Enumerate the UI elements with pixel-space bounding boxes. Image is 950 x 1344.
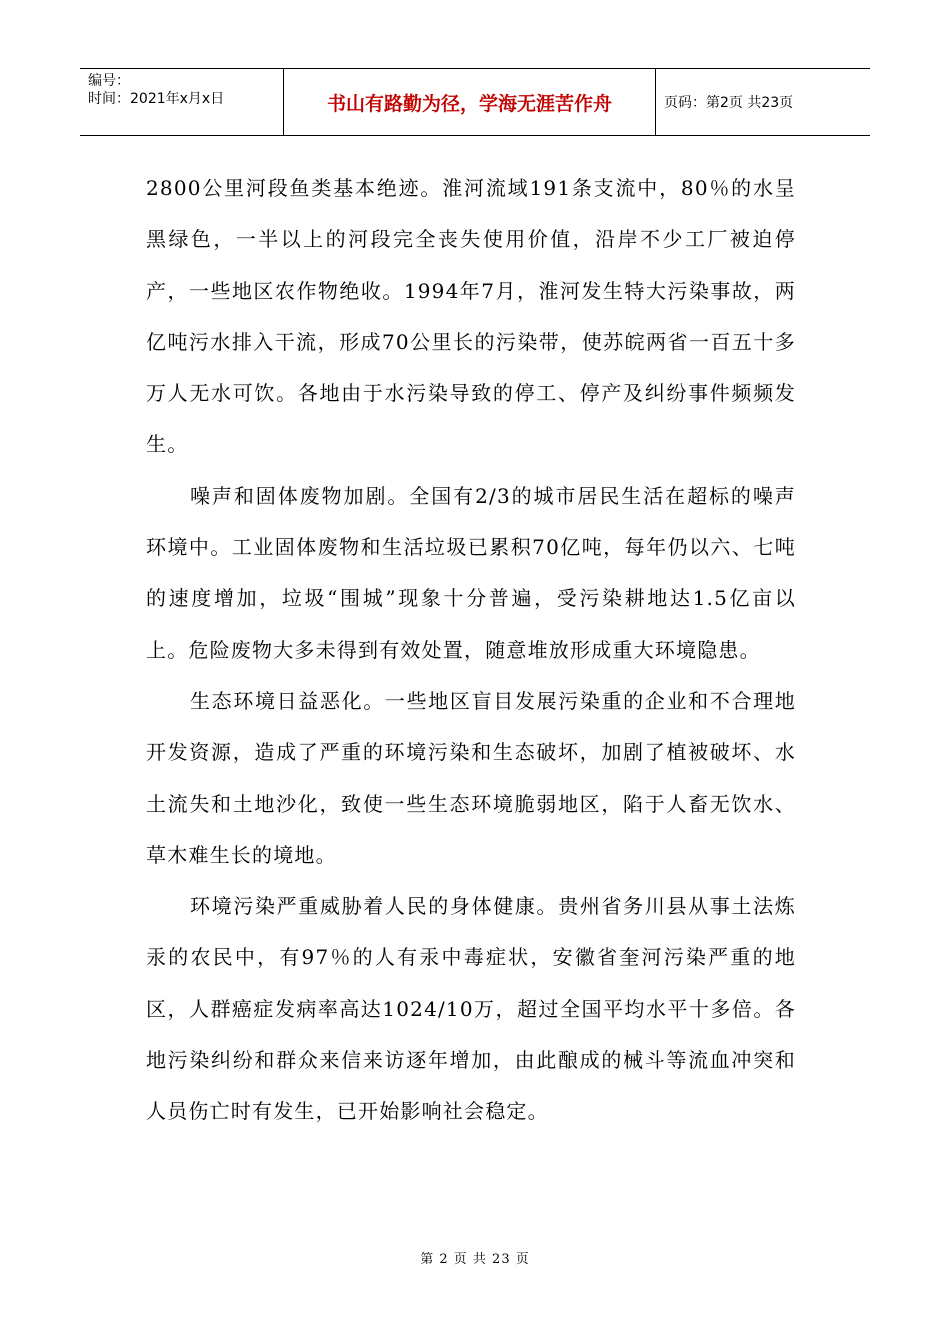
page-footer: 第 2 页 共 23 页 [420,1252,530,1267]
header-motto: 书山有路勤为径，学海无涯苦作舟 [283,69,656,135]
paragraph-ecology: 生态环境日益恶化。一些地区盲目发展污染重的企业和不合理地开发资源，造成了严重的环境污染和生态破坏，加剧了植被破坏、水土流失和土地沙化，致使一些生态环境脆弱地区，陷于人畜无饮水、草木难生长的境地。 [146,688,796,867]
header-page-info: 页码：第2页 共23页 [664,95,794,111]
document-body [146,163,796,1138]
document-number-label: 编号： [88,73,130,89]
paragraph-continued: 2800公里河段鱼类基本绝迹。淮河流域191条支流中，80％的水呈黑绿色，一半以上的河段完全丧失使用价值，沿岸不少工厂被迫停产，一些地区农作物绝收。1994年7月，淮河发生特大污染事故，两亿吨污水排入干流，形成70公里长的污染带，使苏皖两省一百五十多万人无水可饮。各地由于水污染导致的停工、停产及纠纷事件频频发生。 [146,176,796,457]
paragraph-noise-waste: 噪声和固体废物加剧。全国有2/3的城市居民生活在超标的噪声环境中。工业固体废物和生活垃圾已累积70亿吨，每年仍以六、七吨的速度增加，垃圾“围城”现象十分普遍，受污染耕地达1.5亿亩以上。危险废物大多未得到有效处置，随意堆放形成重大环境隐患。 [146,483,796,662]
paragraph-health: 环境污染严重威胁着人民的身体健康。贵州省务川县从事土法炼汞的农民中，有97％的人有汞中毒症状，安徽省奎河污染严重的地区，人群癌症发病率高达1024/10万，超过全国平均水平十多倍。各地污染纠纷和群众来信来访逐年增加，由此酿成的械斗等流血冲突和人员伤亡时有发生，已开始影响社会稳定。 [146,894,796,1124]
page-header [80,68,870,136]
header-meta [80,69,283,135]
document-date-label: 时间：2021年x月x日 [88,91,225,107]
